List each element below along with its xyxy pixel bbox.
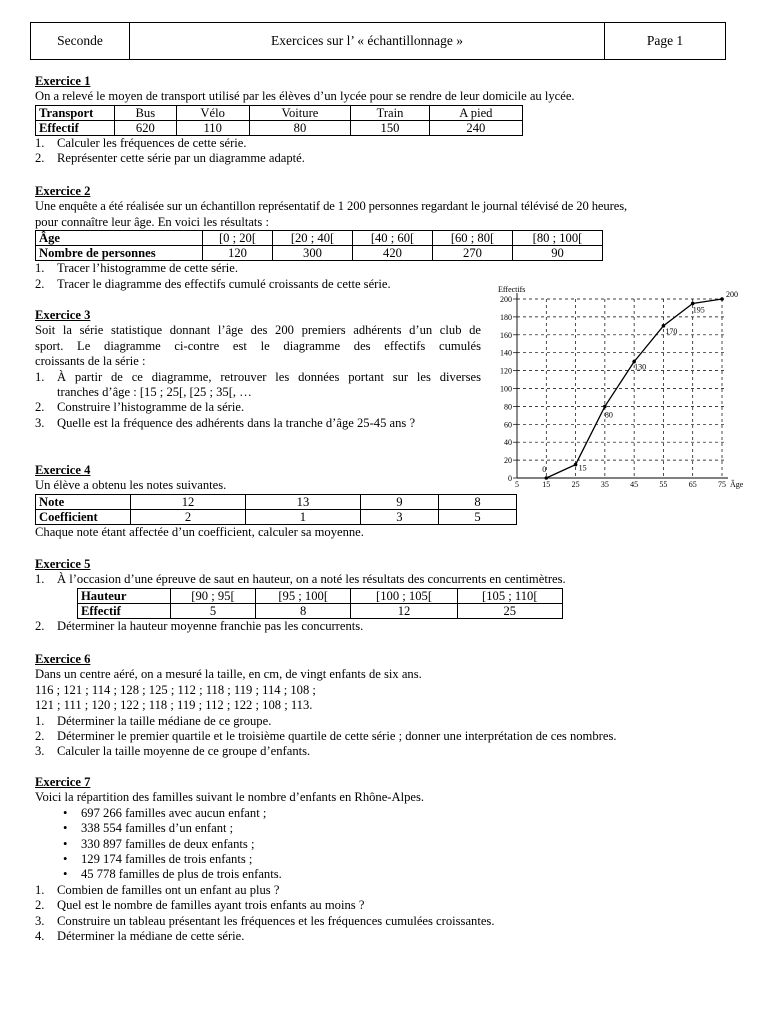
exercise-4-intro: Un élève a obtenu les notes suivantes.	[35, 478, 227, 493]
table-row	[36, 120, 523, 135]
list-item	[35, 867, 735, 882]
table-cell: 110	[176, 120, 249, 135]
question	[35, 151, 735, 166]
question-number: 1.	[35, 882, 45, 897]
data-point	[603, 405, 607, 409]
list-item-text: 45 778 familles de plus de trois enfants.	[81, 867, 282, 882]
table-row	[36, 494, 517, 509]
question	[35, 883, 735, 898]
table-cell: 8	[255, 603, 351, 618]
y-tick-label: 60	[504, 420, 512, 430]
question	[35, 261, 735, 276]
table-cell: 120	[203, 246, 273, 261]
table-row	[36, 509, 517, 524]
list-item-text: 697 266 familles avec aucun enfant ;	[81, 805, 267, 820]
y-tick-label: 0	[508, 474, 512, 483]
x-tick-label: 55	[659, 480, 668, 489]
exercise-3-title: Exercice 3	[35, 308, 91, 322]
table-cell: Vélo	[176, 105, 249, 120]
y-tick-label: 40	[504, 438, 512, 448]
header-class: Seconde	[31, 23, 130, 59]
question-text: Quelle est la fréquence des adhérents dans la tranche d’âge 25-45 ans ?	[57, 415, 416, 430]
bullet-icon: •	[63, 836, 68, 851]
question-text: Combien de familles ont un enfant au plus ?	[57, 882, 280, 897]
question-cont	[35, 385, 481, 400]
bullet-icon: •	[63, 852, 68, 867]
table-row	[36, 231, 603, 246]
y-tick-label: 120	[500, 366, 512, 376]
table-cell: 90	[513, 246, 603, 261]
exercise-4	[35, 463, 735, 540]
question-text: Construire un tableau présentant les fréquences et les fréquences cumulées croissantes.	[57, 913, 495, 928]
table-cell: 1	[245, 509, 360, 524]
x-tick-label: 15	[542, 480, 551, 489]
table-cell: 270	[433, 246, 513, 261]
exercise-2-title: Exercice 2	[35, 184, 91, 198]
data-point	[720, 297, 724, 301]
question	[35, 370, 481, 385]
table-cell: Effectif	[36, 120, 115, 135]
exercise-7-title: Exercice 7	[35, 775, 91, 789]
height-table	[77, 588, 563, 619]
question	[35, 714, 735, 729]
question-number: 1.	[35, 261, 45, 276]
y-tick-label: 140	[500, 348, 512, 358]
exercise-4-title: Exercice 4	[35, 463, 91, 477]
header-title: Exercices sur l’ « échantillonnage »	[130, 23, 605, 59]
question	[35, 416, 481, 431]
question	[35, 898, 735, 913]
x-tick-label: 25	[571, 480, 580, 489]
table-cell: [95 ; 100[	[255, 588, 351, 603]
y-tick-label: 200	[500, 295, 512, 304]
exercise-3-line: croissants de la série :	[35, 354, 146, 369]
exercise-7	[35, 775, 735, 944]
data-label: 80	[604, 410, 613, 420]
question-number: 3.	[35, 913, 45, 928]
table-cell: [0 ; 20[	[203, 231, 273, 246]
table-cell: 3	[360, 509, 438, 524]
table-cell: [40 ; 60[	[353, 231, 433, 246]
table-cell: 80	[249, 120, 351, 135]
exercise-6-intro: Dans un centre aéré, on a mesuré la taille, en cm, de vingt enfants de six ans.	[35, 667, 422, 682]
notes-table	[35, 494, 517, 525]
data-label: 200	[726, 290, 738, 299]
table-cell: A pied	[429, 105, 522, 120]
x-tick-label: 35	[600, 480, 609, 489]
exercise-3-line: Soit la série statistique donnant l’âge des 200 premiers adhérents d’un club de	[35, 323, 481, 338]
table-cell: Voiture	[249, 105, 351, 120]
question-text: Déterminer la médiane de cette série.	[57, 929, 245, 944]
exercise-7-intro: Voici la répartition des familles suivant le nombre d’enfants en Rhône-Alpes.	[35, 790, 425, 805]
table-cell: Bus	[115, 105, 177, 120]
data-label: 130	[634, 362, 647, 372]
table-cell: [80 ; 100[	[513, 231, 603, 246]
table-cell: Nombre de personnes	[36, 246, 203, 261]
data-label: 0	[542, 465, 547, 474]
cumulative-chart-svg	[490, 285, 768, 490]
question-number: 2.	[35, 276, 45, 291]
exercise-6-data: 116 ; 121 ; 114 ; 128 ; 125 ; 112 ; 118 ; 119 ; 114 ; 108 ;	[35, 682, 316, 697]
question-text: Tracer l’histogramme de cette série.	[57, 261, 239, 276]
x-tick-label: 45	[630, 480, 639, 489]
list-item	[35, 852, 735, 867]
question	[35, 400, 481, 415]
table-cell: 240	[429, 120, 522, 135]
question-text: Tracer le diagramme des effectifs cumulé croissants de cette série.	[57, 276, 391, 291]
question-number: 2.	[35, 618, 45, 633]
table-cell: Train	[351, 105, 429, 120]
exercise-2-intro: Une enquête a été réalisée sur un échantillon représentatif de 1 200 personnes regardant le journal télévisé de 20 heures,	[35, 199, 628, 214]
table-row	[78, 588, 563, 603]
exercise-1-title: Exercice 1	[35, 74, 91, 88]
question-number: 3.	[35, 744, 45, 759]
question-number: 2.	[35, 151, 45, 166]
table-cell: 12	[351, 603, 457, 618]
header-page: Page 1	[646, 33, 684, 49]
table-cell: Note	[36, 494, 131, 509]
table-cell: 300	[273, 246, 353, 261]
list-item	[35, 821, 735, 836]
question-text: Calculer les fréquences de cette série.	[57, 135, 247, 150]
exercise-3	[35, 308, 481, 431]
question	[35, 136, 735, 151]
x-axis-label: Âge	[730, 480, 744, 489]
table-cell: [60 ; 80[	[433, 231, 513, 246]
exercise-4-instruction: Chaque note étant affectée d’un coefficient, calculer sa moyenne.	[35, 524, 364, 539]
table-cell: 13	[245, 494, 360, 509]
question-text: Représenter cette série par un diagramme adapté.	[57, 151, 305, 166]
exercise-1	[35, 74, 735, 167]
question	[35, 619, 735, 634]
table-cell: Coefficient	[36, 509, 131, 524]
question	[35, 929, 735, 944]
exercise-5-title: Exercice 5	[35, 557, 91, 571]
exercise-3-line: sport. Le diagramme ci-contre est le diagramme des effectifs cumulés	[35, 338, 481, 353]
table-cell: 12	[131, 494, 246, 509]
exercise-6-title: Exercice 6	[35, 652, 91, 666]
question-text: À partir de ce diagramme, retrouver les données portant sur les diverses	[57, 369, 481, 384]
question-text: Déterminer la taille médiane de ce groupe.	[57, 713, 272, 728]
data-label: 15	[578, 463, 587, 473]
question	[35, 914, 735, 929]
question-number: 2.	[35, 898, 45, 913]
table-cell: 150	[351, 120, 429, 135]
table-cell: 5	[171, 603, 256, 618]
table-cell: 8	[438, 494, 516, 509]
question-text: Déterminer le premier quartile et le troisième quartile de cette série ; donner une interprétation de ces nombres.	[57, 729, 617, 744]
y-tick-label: 20	[504, 456, 512, 466]
y-tick-label: 160	[500, 330, 512, 340]
question-text: tranches d’âge : [15 ; 25[, [25 ; 35[, …	[57, 385, 252, 400]
exercise-2-intro-cont: pour connaître leur âge. En voici les résultats :	[35, 214, 269, 229]
list-item-text: 129 174 familles de trois enfants ;	[81, 852, 253, 867]
question-number: 2.	[35, 729, 45, 744]
age-table	[35, 230, 603, 261]
question-text: À l’occasion d’une épreuve de saut en hauteur, on a noté les résultats des concurrents en centimètres.	[57, 572, 566, 587]
question	[35, 744, 735, 759]
x-tick-label: 5	[515, 480, 519, 489]
question-number: 4.	[35, 929, 45, 944]
x-tick-label: 75	[718, 480, 726, 489]
data-label: 195	[692, 305, 705, 315]
family-list	[35, 806, 735, 883]
bullet-icon: •	[63, 821, 68, 836]
table-cell: 420	[353, 246, 433, 261]
table-cell: 25	[457, 603, 562, 618]
list-item	[35, 837, 735, 852]
bullet-icon: •	[63, 805, 68, 820]
question	[35, 572, 735, 587]
cumulative-chart	[490, 285, 768, 490]
question-text: Déterminer la hauteur moyenne franchie pas les concurrents.	[57, 618, 364, 633]
table-cell: [90 ; 95[	[171, 588, 256, 603]
table-cell: Effectif	[78, 603, 171, 618]
y-axis-label: Effectifs	[498, 285, 526, 294]
data-label: 170	[665, 326, 678, 336]
bullet-icon: •	[63, 867, 68, 882]
list-item-text: 338 554 familles d’un enfant ;	[81, 821, 234, 836]
question-text: Construire l’histogramme de la série.	[57, 400, 245, 415]
y-tick-label: 80	[504, 402, 512, 412]
table-cell: Hauteur	[78, 588, 171, 603]
question-text: Calculer la taille moyenne de ce groupe d’enfants.	[57, 744, 311, 759]
table-cell: Transport	[36, 105, 115, 120]
question-number: 2.	[35, 400, 45, 415]
transport-table	[35, 105, 523, 136]
y-tick-label: 180	[500, 312, 512, 322]
exercise-6-data: 121 ; 111 ; 120 ; 122 ; 118 ; 119 ; 112 ; 122 ; 108 ; 113.	[35, 698, 313, 713]
question-number: 1.	[35, 572, 45, 587]
question-number: 1.	[35, 369, 45, 384]
table-cell: 5	[438, 509, 516, 524]
table-cell: Âge	[36, 231, 203, 246]
question-number: 3.	[35, 415, 45, 430]
table-cell: 620	[115, 120, 177, 135]
table-cell: [20 ; 40[	[273, 231, 353, 246]
page-header	[30, 22, 726, 60]
x-tick-label: 65	[688, 480, 697, 489]
table-row	[36, 246, 603, 261]
exercise-1-intro: On a relevé le moyen de transport utilisé par les élèves d’un lycée pour se rendre de leur domicile au lycée.	[35, 89, 575, 104]
list-item	[35, 806, 735, 821]
table-row	[78, 603, 563, 618]
y-tick-label: 100	[500, 384, 512, 394]
exercise-6	[35, 652, 735, 760]
question-number: 1.	[35, 135, 45, 150]
question-text: Quel est le nombre de familles ayant trois enfants au moins ?	[57, 898, 365, 913]
table-cell: 9	[360, 494, 438, 509]
question	[35, 729, 735, 744]
table-row	[36, 105, 523, 120]
list-item-text: 330 897 familles de deux enfants ;	[81, 836, 255, 851]
exercise-2	[35, 184, 735, 292]
question-number: 1.	[35, 713, 45, 728]
table-cell: [105 ; 110[	[457, 588, 562, 603]
exercise-5	[35, 557, 735, 634]
table-cell: [100 ; 105[	[351, 588, 457, 603]
table-cell: 2	[131, 509, 246, 524]
